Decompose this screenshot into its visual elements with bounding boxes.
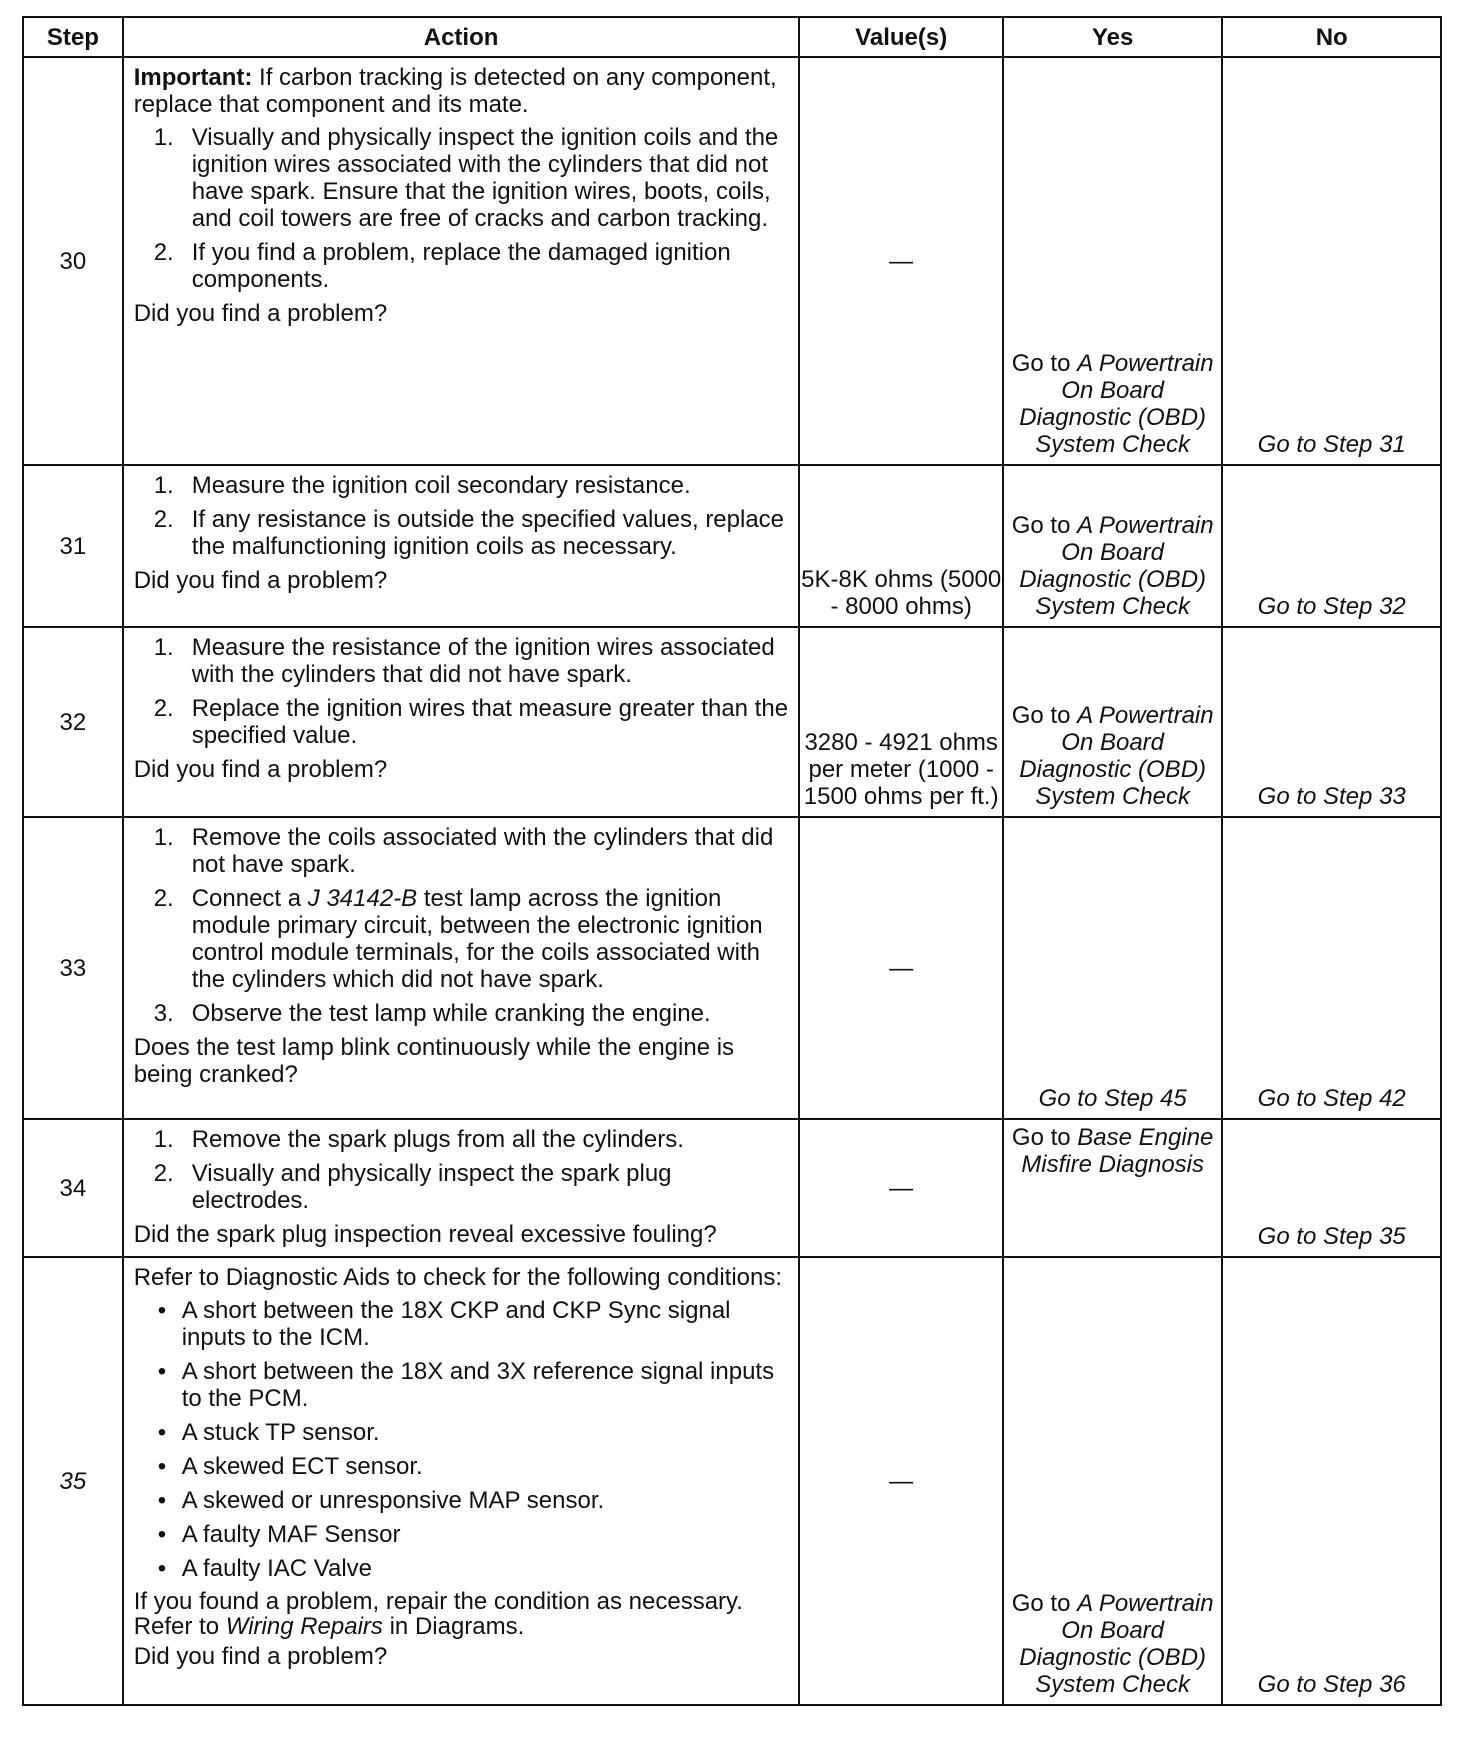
table-row xyxy=(23,627,1441,817)
question: Did you find a problem? xyxy=(133,756,388,783)
intro-text: Refer to Diagnostic Aids to check for the following conditions: xyxy=(133,1264,783,1291)
value-cell: 3280 - 4921 ohms per meter (1000 - 1500 ohms per ft.) xyxy=(799,627,1002,817)
value-cell: — xyxy=(799,1257,1002,1705)
table-row xyxy=(23,817,1441,1119)
step-number: 33 xyxy=(23,817,123,1119)
list-item: 1. Measure the resistance of the ignition wires associated with the cylinders that did not have spark. xyxy=(153,634,775,688)
action-list xyxy=(134,634,789,749)
header-no: No xyxy=(1222,17,1441,57)
diagnostic-table xyxy=(22,16,1442,1706)
header-values: Value(s) xyxy=(799,17,1002,57)
yes-cell: Go to Base Engine Misfire Diagnosis xyxy=(1003,1119,1223,1257)
yes-link[interactable]: Base Engine Misfire Diagnosis xyxy=(1021,1124,1214,1178)
important-text: If carbon tracking is detected on any component, replace that component and its mate. xyxy=(133,64,777,118)
yes-link[interactable]: A Powertrain On Board Diagnostic (OBD) System Check xyxy=(1019,350,1214,458)
table-row xyxy=(23,1257,1441,1705)
question: Did you find a problem? xyxy=(133,567,388,594)
list-item: 3. Observe the test lamp while cranking the engine. xyxy=(153,1000,711,1027)
value-cell: — xyxy=(799,57,1002,465)
header-action: Action xyxy=(123,17,800,57)
action-cell xyxy=(123,627,800,817)
step-number: 32 xyxy=(23,627,123,817)
value-cell: 5K-8K ohms (5000 - 8000 ohms) xyxy=(799,465,1002,627)
list-item: • A faulty MAF Sensor xyxy=(157,1521,401,1548)
wiring-repairs-link[interactable]: Wiring Repairs xyxy=(225,1613,383,1640)
list-item: • A skewed or unresponsive MAP sensor. xyxy=(157,1487,605,1514)
action-cell xyxy=(123,817,800,1119)
value-cell: — xyxy=(799,1119,1002,1257)
list-item: 2. Visually and physically inspect the spark plug electrodes. xyxy=(153,1160,672,1214)
step-number: 30 xyxy=(23,57,123,465)
no-cell[interactable]: Go to Step 36 xyxy=(1222,1257,1441,1705)
action-list xyxy=(134,124,789,293)
question: Did you find a problem? xyxy=(133,1643,388,1670)
table-row xyxy=(23,465,1441,627)
no-cell[interactable]: Go to Step 35 xyxy=(1222,1119,1441,1257)
yes-cell[interactable]: Go to Step 45 xyxy=(1003,817,1223,1119)
yes-cell: Go to A Powertrain On Board Diagnostic (OBD) System Check xyxy=(1003,1257,1223,1705)
list-item: 1. Remove the coils associated with the cylinders that did not have spark. xyxy=(153,824,774,878)
yes-cell: Go to A Powertrain On Board Diagnostic (OBD) System Check xyxy=(1003,627,1223,817)
important-note xyxy=(134,64,789,118)
yes-link[interactable]: A Powertrain On Board Diagnostic (OBD) System Check xyxy=(1019,512,1214,620)
no-cell[interactable]: Go to Step 33 xyxy=(1222,627,1441,817)
yes-link[interactable]: A Powertrain On Board Diagnostic (OBD) System Check xyxy=(1019,1590,1214,1698)
yes-cell: Go to A Powertrain On Board Diagnostic (OBD) System Check xyxy=(1003,465,1223,627)
list-item: • A short between the 18X CKP and CKP Sync signal inputs to the ICM. xyxy=(157,1297,731,1351)
list-item: 1. Remove the spark plugs from all the cylinders. xyxy=(153,1126,684,1153)
table-row xyxy=(23,1119,1441,1257)
condition-list xyxy=(134,1297,789,1582)
yes-cell: Go to A Powertrain On Board Diagnostic (OBD) System Check xyxy=(1003,57,1223,465)
question: Did you find a problem? xyxy=(133,300,388,327)
list-item: 2. If you find a problem, replace the damaged ignition components. xyxy=(153,239,731,293)
header-yes: Yes xyxy=(1003,17,1223,57)
list-item: • A skewed ECT sensor. xyxy=(157,1453,423,1480)
list-item: 1. Visually and physically inspect the ignition coils and the ignition wires associated with the cylinders that did not have spark. Ensure that the ignition wires, boots, coils, and coil towers are free of cracks and carbon tracking. xyxy=(153,124,779,232)
table-row xyxy=(23,57,1441,465)
tool-name: J 34142-B xyxy=(307,885,418,912)
step-number: 31 xyxy=(23,465,123,627)
action-list xyxy=(134,472,789,560)
action-cell xyxy=(123,1119,800,1257)
no-cell[interactable]: Go to Step 42 xyxy=(1222,817,1441,1119)
list-item: • A short between the 18X and 3X reference signal inputs to the PCM. xyxy=(157,1358,775,1412)
list-item: 1. Measure the ignition coil secondary resistance. xyxy=(153,472,691,499)
list-item: • A stuck TP sensor. xyxy=(157,1419,380,1446)
no-cell[interactable]: Go to Step 31 xyxy=(1222,57,1441,465)
action-cell xyxy=(123,1257,800,1705)
list-item: • A faulty IAC Valve xyxy=(157,1555,373,1582)
action-list xyxy=(134,824,789,1027)
no-cell[interactable]: Go to Step 32 xyxy=(1222,465,1441,627)
step-number: 35 xyxy=(23,1257,123,1705)
action-cell xyxy=(123,465,800,627)
action-list xyxy=(134,1126,789,1214)
important-label: Important: xyxy=(133,64,253,91)
header-row xyxy=(23,17,1441,57)
header-step: Step xyxy=(23,17,123,57)
step-number: 34 xyxy=(23,1119,123,1257)
list-item: 2. Replace the ignition wires that measure greater than the specified value. xyxy=(153,695,789,749)
question: Did the spark plug inspection reveal excessive fouling? xyxy=(133,1221,717,1248)
action-cell xyxy=(123,57,800,465)
repair-note: If you found a problem, repair the condition as necessary. Refer to Wiring Repairs in Diagrams. xyxy=(133,1588,743,1640)
list-item: 2. If any resistance is outside the specified values, replace the malfunctioning ignition coils as necessary. xyxy=(153,506,785,560)
value-cell: — xyxy=(799,817,1002,1119)
list-item: 2. Connect a J 34142-B test lamp across the ignition module primary circuit, between the electronic ignition control module terminals, for the coils associated with the cylinders which did not have spark. xyxy=(153,885,763,993)
question: Does the test lamp blink continuously while the engine is being cranked? xyxy=(133,1034,735,1088)
yes-link[interactable]: A Powertrain On Board Diagnostic (OBD) System Check xyxy=(1019,702,1214,810)
